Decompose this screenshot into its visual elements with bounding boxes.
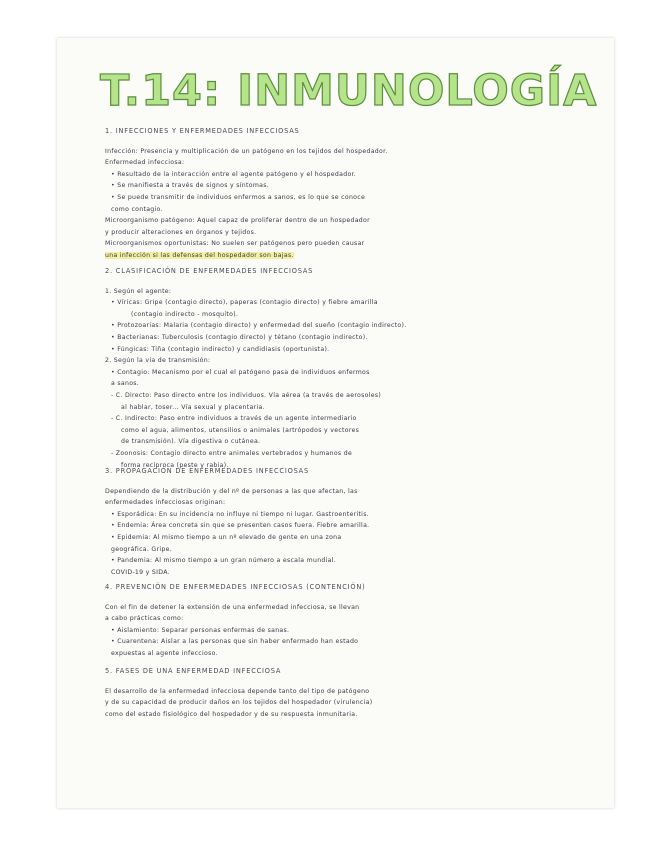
section-clasificacion: [105, 266, 605, 471]
text-line: Dependiendo de la distribución y del nº de personas a las que afectan, las: [105, 487, 358, 495]
text-line: 1. Según el agente:: [105, 287, 172, 295]
text-line: forma recíproca (peste y rabia).: [121, 461, 229, 469]
section-propagacion: [105, 466, 605, 578]
page-title: T.14: INMUNOLOGÍA: [100, 66, 598, 116]
section-prevencion: [105, 582, 605, 660]
notebook-page: [57, 38, 614, 808]
text-line: Microorganismo patógeno: Aquel capaz de proliferar dentro de un hospedador: [105, 217, 370, 225]
text-line: Infección: Presencia y multiplicación de un patógeno en los tejidos del hospedador.: [105, 147, 388, 155]
text-line: a sanos.: [111, 380, 140, 388]
bullet-line: • Aislamiento: Separar personas enfermas de sanas.: [111, 626, 290, 634]
bullet-line: • Fúngicas: Tiña (contagio indirecto) y candidiasis (oportunista).: [111, 345, 330, 353]
section-heading: 5. FASES DE UNA ENFERMEDAD INFECCIOSA: [105, 667, 282, 675]
bullet-line: • Víricas: Gripe (contagio directo), paperas (contagio directo) y fiebre amarilla: [111, 299, 378, 307]
text-line: (contagio indirecto - mosquito).: [131, 310, 239, 318]
text-line: expuestas al agente infeccioso.: [111, 649, 218, 657]
dash-line: - C. Indirecto: Paso entre individuos a través de un agente intermediario: [111, 415, 357, 423]
text-line: enfermedades infecciosas originan:: [105, 499, 226, 507]
text-line: y producir alteraciones en órganos y tejidos.: [105, 228, 257, 236]
text-line: como del estado fisiológico del hospedador y de su respuesta inmunitaria.: [105, 710, 358, 718]
bullet-line: • Cuarentena: Aislar a las personas que sin haber enfermado han estado: [111, 638, 359, 646]
section-heading: 1. INFECCIONES Y ENFERMEDADES INFECCIOSAS: [105, 127, 300, 135]
text-line: al hablar, toser... Vía sexual y placentaria.: [121, 403, 265, 411]
text-line: como el agua, alimentos, utensilios o animales (artrópodos y vectores: [121, 426, 360, 434]
section-fases: [105, 666, 605, 720]
text-line: El desarrollo de la enfermedad infecciosa depende tanto del tipo de patógeno: [105, 687, 370, 695]
bullet-line: • Bacterianas: Tuberculosis (contagio directo) y tétano (contagio indirecto).: [111, 333, 368, 341]
bullet-line: • Contagio: Mecanismo por el cual el patógeno pasa de individuos enfermos: [111, 368, 370, 376]
dash-line: - Zoonosis: Contagio directo entre animales vertebrados y humanos de: [111, 449, 353, 457]
dash-line: - C. Directo: Paso directo entre los individuos. Vía aérea (a través de aerosoles): [111, 391, 382, 399]
section-heading: 2. CLASIFICACIÓN DE ENFERMEDADES INFECCIOSAS: [105, 267, 314, 275]
text-line: COVID-19 y SIDA.: [111, 568, 170, 576]
text-line: Enfermedad infecciosa:: [105, 159, 185, 167]
text-line: Con el fin de detener la extensión de una enfermedad infecciosa, se llevan: [105, 603, 360, 611]
bullet-line: • Protozoarias: Malaria (contagio directo) y enfermedad del sueño (contagio indirecto).: [111, 322, 407, 330]
section-heading: 3. PROPAGACIÓN DE ENFERMEDADES INFECCIOSAS: [105, 467, 309, 475]
bullet-line: • Resultado de la interacción entre el agente patógeno y el hospedador.: [111, 170, 357, 178]
text-line: [105, 250, 605, 262]
bullet-line: • Pandemia: Al mismo tiempo a un gran número a escala mundial.: [111, 557, 337, 565]
bullet-line: • Endemia: Área concreta sin que se presenten casos fuera. Fiebre amarilla.: [111, 522, 370, 530]
highlighted-text: una infección si las defensas del hospedador son bajas.: [105, 251, 294, 259]
section-heading: 4. PREVENCIÓN DE ENFERMEDADES INFECCIOSAS (CONTENCIÓN): [105, 583, 366, 591]
text-line: Microorganismos oportunistas: No suelen ser patógenos pero pueden causar: [105, 240, 365, 248]
bullet-line: • Epidemia: Al mismo tiempo a un nº elevado de gente en una zona: [111, 533, 342, 541]
section-infecciones: [105, 126, 605, 262]
text-line: y de su capacidad de producir daños en los tejidos del hospedador (virulencia): [105, 699, 373, 707]
text-line: geográfica. Gripe.: [111, 545, 172, 553]
text-line: 2. Según la vía de transmisión:: [105, 357, 211, 365]
text-line: como contagio.: [111, 205, 163, 213]
bullet-line: • Se puede transmitir de individuos enfermos a sanos, es lo que se conoce: [111, 193, 366, 201]
bullet-line: • Esporádica: En su incidencia no influye ni tiempo ni lugar. Gastroenteritis.: [111, 510, 369, 518]
text-line: a cabo prácticas como:: [105, 615, 184, 623]
text-line: de transmisión). Vía digestiva o cutánea.: [121, 438, 261, 446]
bullet-line: • Se manifiesta a través de signos y síntomas.: [111, 182, 270, 190]
